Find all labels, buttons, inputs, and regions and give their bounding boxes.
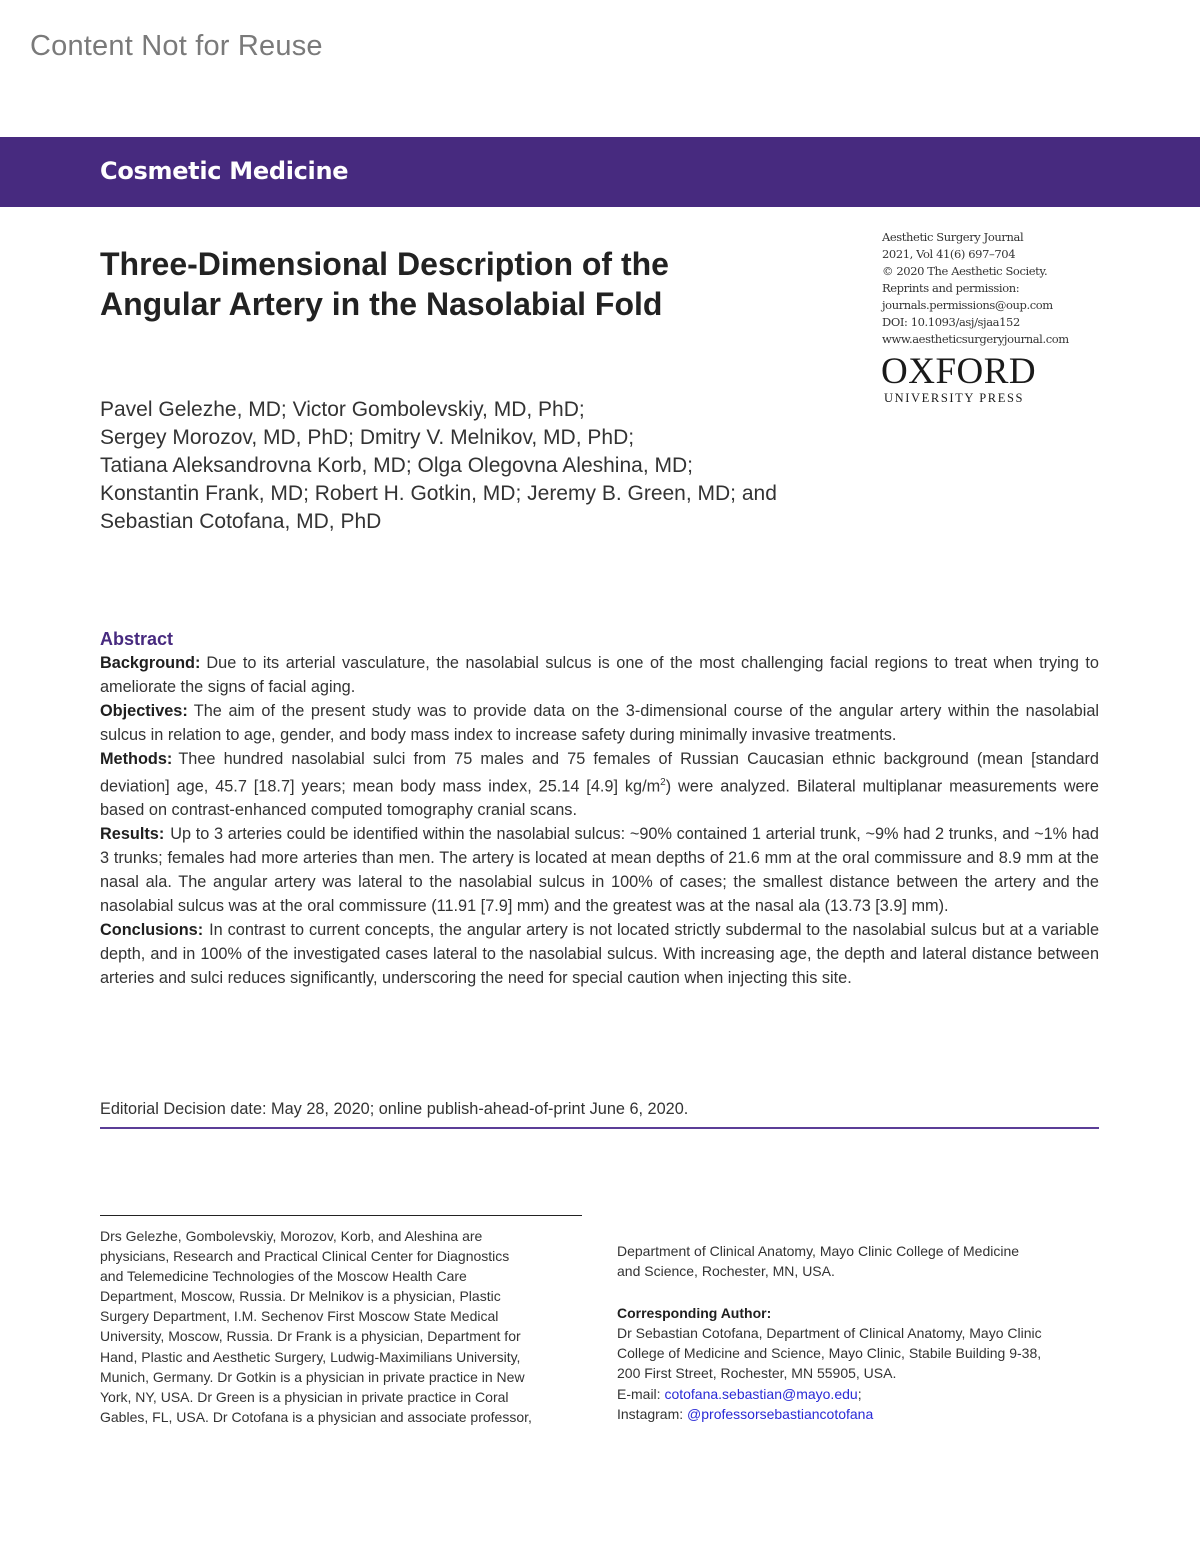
article-title (100, 244, 820, 324)
permissions-email[interactable]: journals.permissions@oup.com (882, 298, 1053, 312)
title-line: Angular Artery in the Nasolabial Fold (100, 286, 663, 322)
email-line (617, 1384, 1107, 1404)
methods-label: Methods: (100, 750, 173, 768)
abstract-conclusions (100, 918, 1099, 990)
author-line: Konstantin Frank, MD; Robert H. Gotkin, MD; Jeremy B. Green, MD; and (100, 482, 777, 505)
section-banner (0, 137, 1200, 207)
footnote-line: Drs Gelezhe, Gombolevskiy, Morozov, Korb, and Aleshina are (100, 1228, 483, 1244)
conclusions-text: In contrast to current concepts, the angular artery is not located strictly subdermal to the nasolabial sulcus but at a variable depth, and in 100% of the investigated cases lateral to the nasolabial sulcus. With increasing age, the depth and lateral distance between arteries and sulci reduces significantly, underscoring the need for special caution when injecting this site. (100, 921, 1099, 988)
author-line: Pavel Gelezhe, MD; Victor Gombolevskiy, MD, PhD; (100, 398, 585, 421)
footnote-line: Gables, FL, USA. Dr Cotofana is a physician and associate professor, (100, 1408, 532, 1425)
abstract (100, 627, 1099, 990)
methods-text: Thee hundred nasolabial sulci from 75 males and 75 females of Russian Caucasian ethnic background (mean [standard deviation] age, 45.7 [18.7] years; mean body mass index, 25.14 [4.9] kg/m (100, 750, 1099, 796)
editorial-dates: Editorial Decision date: May 28, 2020; online publish-ahead-of-print June 6, 2020. (100, 1100, 689, 1118)
abstract-objectives (100, 699, 1099, 747)
section-label: Cosmetic Medicine (100, 157, 349, 185)
instagram-link[interactable]: @professorsebastiancotofana (687, 1405, 874, 1422)
footnote-line: Munich, Germany. Dr Gotkin is a physician in private practice in New (100, 1368, 525, 1385)
superscript: 2 (660, 777, 666, 788)
objectives-label: Objectives: (100, 702, 188, 720)
footnote-line: physicians, Research and Practical Clinical Center for Diagnostics (100, 1248, 510, 1265)
footnote-line: Department, Moscow, Russia. Dr Melnikov is a physician, Plastic (100, 1288, 501, 1305)
footnote-rule (100, 1215, 582, 1216)
footnote-line: York, NY, USA. Dr Green is a physician in private practice in Coral (100, 1388, 509, 1405)
results-label: Results: (100, 825, 165, 844)
footnote-line: Surgery Department, I.M. Sechenov First Moscow State Medical (100, 1308, 499, 1325)
journal-name: Aesthetic Surgery Journal (882, 230, 1024, 244)
publisher-subtitle: UNIVERSITY PRESS (884, 391, 1025, 405)
author-line: Sebastian Cotofana, MD, PhD (100, 510, 382, 533)
footnote-line: and Science, Rochester, MN, USA. (617, 1263, 835, 1280)
background-text: Due to its arterial vasculature, the nasolabial sulcus is one of the most challenging facial regions to treat when trying to ameliorate the signs of facial aging. (100, 654, 1099, 696)
author-list (100, 396, 880, 536)
watermark: Content Not for Reuse (30, 30, 323, 62)
address-line: 200 First Street, Rochester, MN 55905, USA. (617, 1365, 897, 1382)
journal-website[interactable]: www.aestheticsurgeryjournal.com (882, 332, 1069, 346)
affiliations-footnote (100, 1226, 582, 1427)
email-label: E-mail: (617, 1385, 661, 1402)
title-line: Three-Dimensional Description of the (100, 246, 669, 282)
instagram-label: Instagram: (617, 1405, 684, 1422)
abstract-methods (100, 747, 1099, 822)
results-text: Up to 3 arteries could be identified within the nasolabial sulcus: ~90% contained 1 arterial trunk, ~9% had 2 trunks, and ~1% had 3 trunks; females had more arteries than men. The artery is located at mean depths of 21.6 mm at the oral commissure and 8.9 mm at the nasal ala. The angular artery was lateral to the nasolabial sulcus in 100% of cases; the smallest distance between the artery and the nasolabial sulcus was at the oral commissure (11.91 [7.9] mm) and the greatest was at the nasal ala (13.73 [3.9] mm). (100, 825, 1099, 916)
journal-meta (882, 229, 1132, 348)
footnote-line: and Telemedicine Technologies of the Moscow Health Care (100, 1268, 467, 1285)
reprints-label: Reprints and permission: (882, 281, 1020, 295)
divider (100, 1127, 1099, 1129)
background-label: Background: (100, 654, 201, 672)
address-line: College of Medicine and Science, Mayo Clinic, Stabile Building 9-38, (617, 1345, 1042, 1362)
email-suffix: ; (857, 1385, 862, 1402)
spacer (617, 1281, 1107, 1303)
footnote-line: Hand, Plastic and Aesthetic Surgery, Ludwig-Maximilians University, (100, 1348, 521, 1365)
doi[interactable]: DOI: 10.1093/asj/sjaa152 (882, 315, 1020, 329)
instagram-line (617, 1404, 1107, 1424)
corresponding-author-heading: Corresponding Author: (617, 1305, 772, 1322)
address-line: Dr Sebastian Cotofana, Department of Clinical Anatomy, Mayo Clinic (617, 1325, 1042, 1342)
corresponding-footnote (617, 1241, 1107, 1424)
journal-volume: 2021, Vol 41(6) 697–704 (882, 247, 1016, 261)
copyright: © 2020 The Aesthetic Society. (882, 264, 1048, 278)
abstract-results (100, 822, 1099, 918)
abstract-heading: Abstract (100, 629, 174, 649)
methods-text-cont: ) were analyzed. Bilateral multiplanar measurements were based on contrast-enhanced computed tomography cranial scans. (100, 777, 1099, 820)
author-line: Sergey Morozov, MD, PhD; Dmitry V. Melnikov, MD, PhD; (100, 426, 635, 449)
objectives-text: The aim of the present study was to provide data on the 3-dimensional course of the angular artery within the nasolabial sulcus in relation to age, gender, and body mass index to increase safety during minimally invasive treatments. (100, 702, 1099, 744)
publisher-logo: OXFORD (881, 351, 1037, 392)
conclusions-label: Conclusions: (100, 921, 204, 940)
email-link[interactable]: cotofana.sebastian@mayo.edu (664, 1385, 858, 1402)
footnote-line: Department of Clinical Anatomy, Mayo Clinic College of Medicine (617, 1243, 1020, 1259)
footnote-line: University, Moscow, Russia. Dr Frank is a physician, Department for (100, 1328, 521, 1345)
author-line: Tatiana Aleksandrovna Korb, MD; Olga Olegovna Aleshina, MD; (100, 454, 693, 477)
abstract-background (100, 651, 1099, 699)
